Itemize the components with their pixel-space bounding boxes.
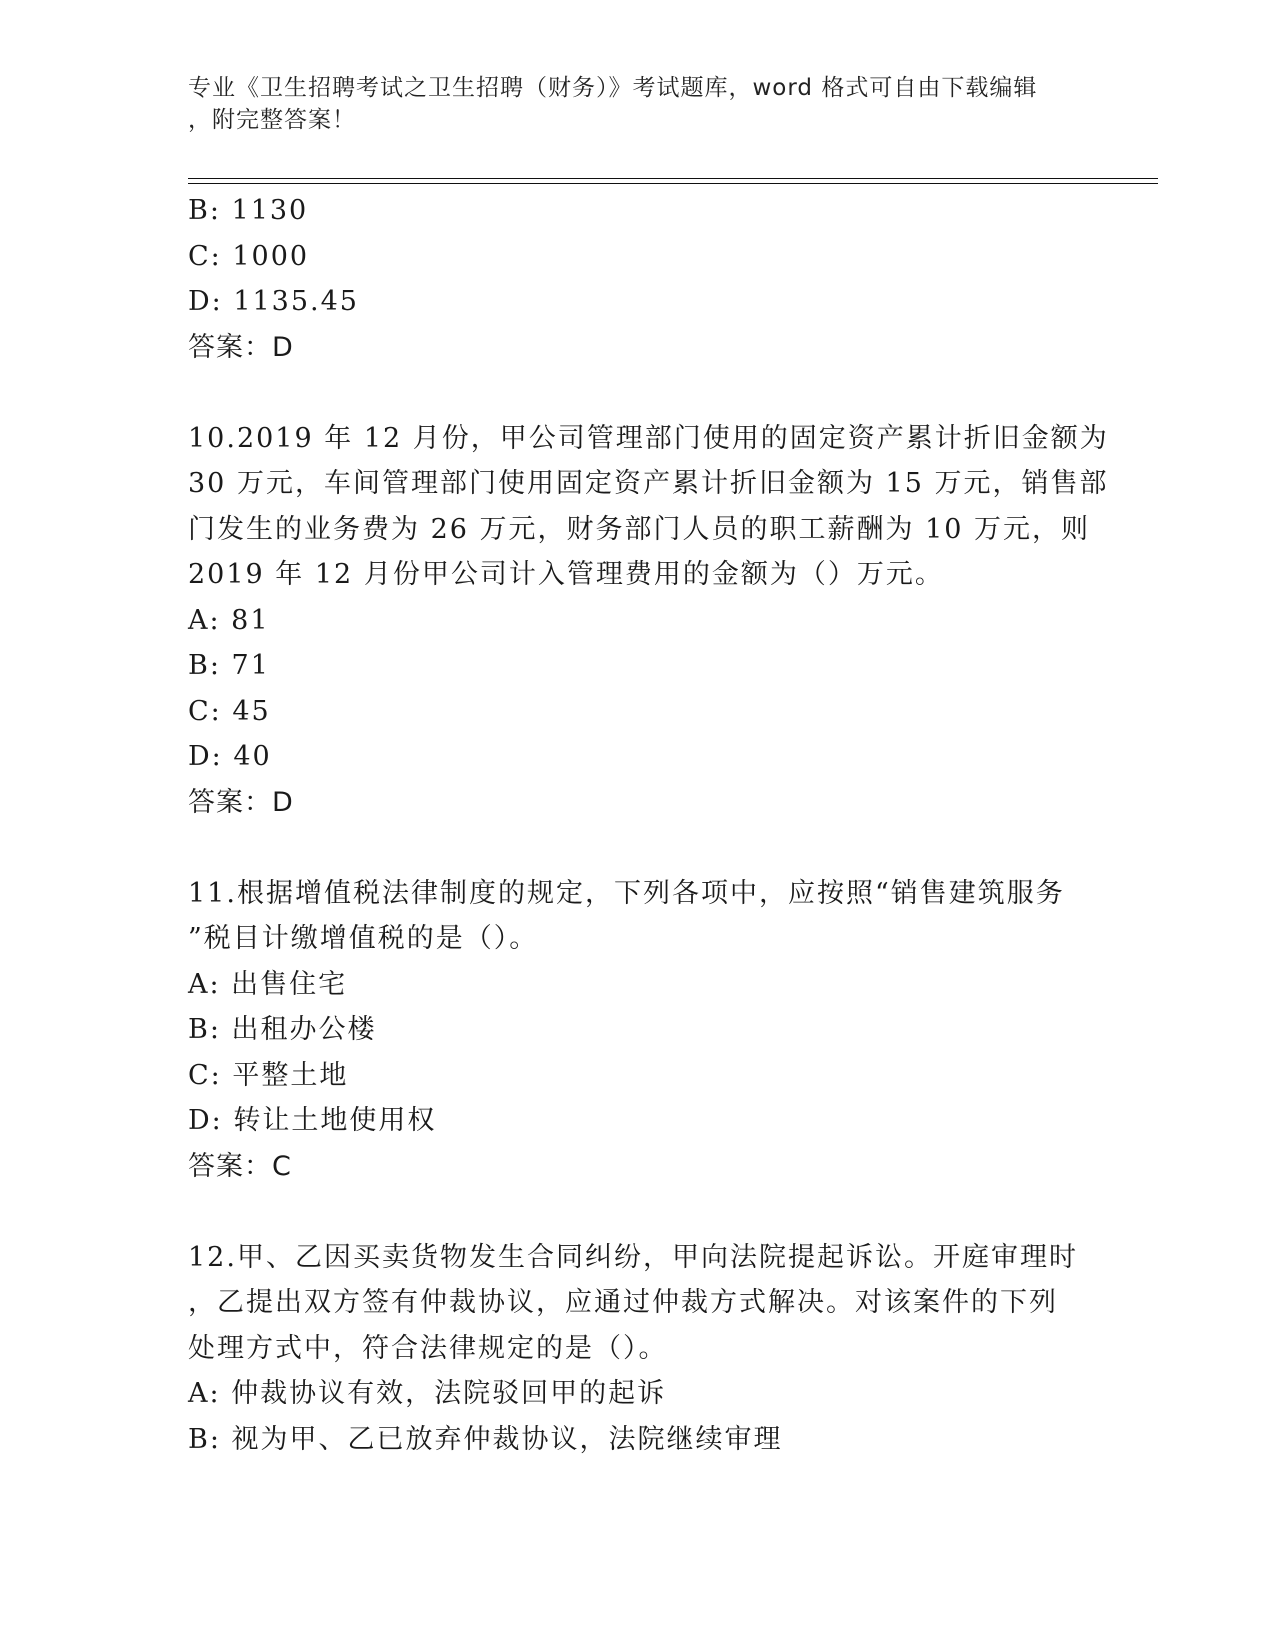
header-line-1: 专业《卫生招聘考试之卫生招聘（财务）》考试题库，word 格式可自由下载编辑 <box>188 75 1038 101</box>
option-b: B: 出租办公楼 <box>188 1014 377 1045</box>
question-text-line: 11.根据增值税法律制度的规定，下列各项中，应按照“销售建筑服务 <box>188 877 1065 909</box>
question-text-line: ，乙提出双方签有仲裁协议，应通过仲裁方式解决。对该案件的下列 <box>188 1287 1058 1318</box>
question-text-line: 门发生的业务费为 26 万元，财务部门人员的职工薪酬为 10 万元，则 <box>188 513 1091 545</box>
option-c: C: 1000 <box>188 240 310 272</box>
question-12-block <box>188 1235 1088 1463</box>
question-text-line: 处理方式中，符合法律规定的是（）。 <box>188 1332 668 1364</box>
option-b: B: 71 <box>188 650 270 681</box>
option-b: B: 视为甲、乙已放弃仲裁协议，法院继续审理 <box>188 1423 783 1455</box>
option-b: B: 1130 <box>188 195 309 226</box>
question-10-block <box>188 416 1109 826</box>
question-text-line: 30 万元，车间管理部门使用固定资产累计折旧金额为 15 万元，销售部 <box>188 468 1109 499</box>
spacer <box>188 1189 1088 1235</box>
option-d: D: 转让土地使用权 <box>188 1105 437 1136</box>
spacer <box>188 370 1088 416</box>
header-rule-bottom <box>188 183 1158 184</box>
option-d: D: 1135.45 <box>188 286 359 317</box>
question-11-block <box>188 871 1088 1190</box>
question-text-line: 10.2019 年 12 月份，甲公司管理部门使用的固定资产累计折旧金额为 <box>188 422 1109 454</box>
option-a: A: 81 <box>188 604 270 636</box>
answer-line: 答案：D <box>188 331 294 363</box>
option-d: D: 40 <box>188 741 272 772</box>
header-line-2: ，附完整答案！ <box>188 107 356 133</box>
question-content <box>188 188 1109 1462</box>
question-text-line: 2019 年 12 月份甲公司计入管理费用的金额为（）万元。 <box>188 559 944 590</box>
option-a: A: 出售住宅 <box>188 968 348 1000</box>
spacer <box>188 825 1088 871</box>
option-a: A: 仲裁协议有效，法院驳回甲的起诉 <box>188 1378 667 1409</box>
option-c: C: 平整土地 <box>188 1059 349 1091</box>
option-c: C: 45 <box>188 695 271 727</box>
question-text-line: 12.甲、乙因买卖货物发生合同纠纷，甲向法院提起诉讼。开庭审理时 <box>188 1241 1078 1273</box>
answer-line: 答案：D <box>188 786 294 818</box>
answer-line: 答案：C <box>188 1150 292 1182</box>
header-rule-top <box>188 178 1158 179</box>
question-text-line: ”税目计缴增值税的是（）。 <box>188 923 539 954</box>
page-header <box>188 72 1088 136</box>
prev-question-block <box>188 188 1088 370</box>
